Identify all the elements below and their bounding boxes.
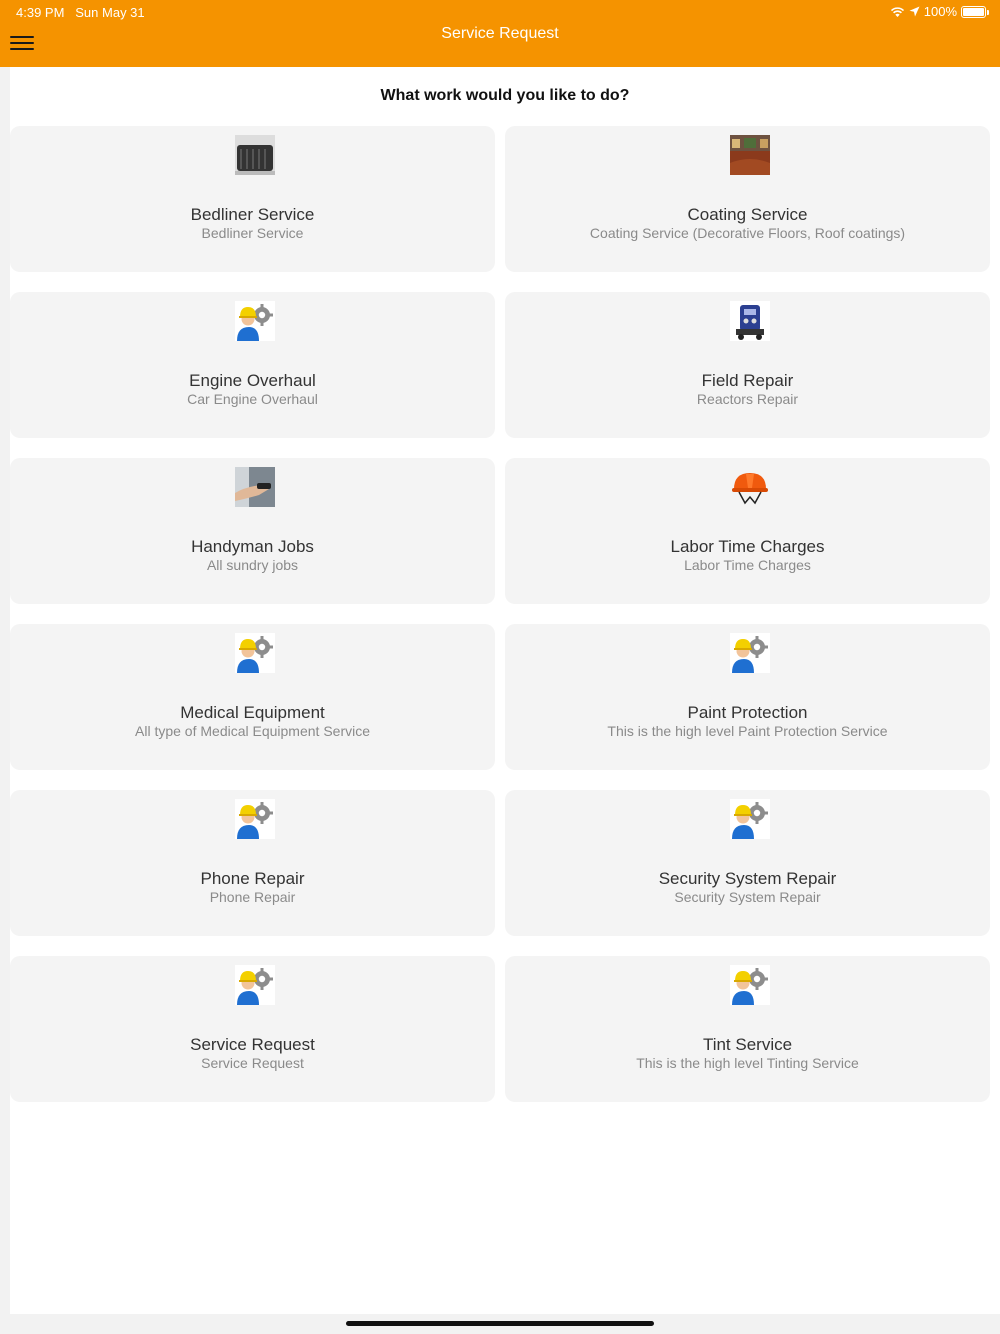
content-area bbox=[10, 67, 1000, 1314]
service-card[interactable] bbox=[505, 790, 990, 936]
service-name: Labor Time Charges bbox=[670, 537, 825, 556]
service-description: Phone Repair bbox=[209, 889, 296, 905]
hard-hat-icon bbox=[730, 467, 770, 507]
service-card[interactable] bbox=[10, 956, 495, 1102]
service-description: Coating Service (Decorative Floors, Roof coatings) bbox=[589, 225, 906, 241]
service-name: Paint Protection bbox=[687, 703, 808, 722]
service-card[interactable] bbox=[505, 292, 990, 438]
service-name: Tint Service bbox=[702, 1035, 793, 1054]
status-bar-right bbox=[890, 4, 986, 19]
worker-gear-icon bbox=[730, 799, 770, 839]
handyman-photo bbox=[235, 467, 275, 507]
service-description: Car Engine Overhaul bbox=[187, 391, 318, 407]
service-name: Medical Equipment bbox=[180, 703, 325, 722]
worker-gear-icon bbox=[235, 965, 275, 1005]
battery-nub bbox=[987, 10, 989, 15]
location-arrow-icon bbox=[909, 6, 920, 17]
service-name: Service Request bbox=[190, 1035, 315, 1054]
reactor-photo bbox=[730, 301, 770, 341]
service-card[interactable] bbox=[10, 624, 495, 770]
service-card[interactable] bbox=[505, 126, 990, 272]
question-heading: What work would you like to do? bbox=[380, 87, 630, 104]
status-time: 4:39 PM bbox=[16, 5, 65, 20]
service-description: Security System Repair bbox=[674, 889, 821, 905]
service-description: Bedliner Service bbox=[201, 225, 304, 241]
bedliner-photo bbox=[235, 135, 275, 175]
service-card[interactable] bbox=[505, 458, 990, 604]
worker-gear-icon bbox=[235, 799, 275, 839]
worker-gear-icon bbox=[730, 965, 770, 1005]
home-indicator[interactable] bbox=[346, 1321, 654, 1326]
service-card[interactable] bbox=[10, 126, 495, 272]
page-title: Service Request bbox=[441, 25, 559, 42]
service-name: Handyman Jobs bbox=[191, 537, 314, 556]
service-name: Bedliner Service bbox=[190, 205, 315, 224]
service-name: Security System Repair bbox=[658, 869, 837, 888]
app-header bbox=[0, 0, 1000, 67]
service-card[interactable] bbox=[10, 790, 495, 936]
worker-gear-icon bbox=[235, 301, 275, 341]
service-description: Service Request bbox=[201, 1055, 304, 1071]
status-bar-time bbox=[16, 5, 145, 20]
battery-level bbox=[963, 8, 984, 16]
wifi-icon bbox=[890, 6, 905, 18]
status-date: Sun May 31 bbox=[75, 5, 145, 20]
service-description: This is the high level Paint Protection Service bbox=[607, 723, 888, 739]
worker-gear-icon bbox=[235, 633, 275, 673]
worker-gear-icon bbox=[730, 633, 770, 673]
service-name: Engine Overhaul bbox=[189, 371, 316, 390]
service-name: Phone Repair bbox=[200, 869, 305, 888]
service-description: All type of Medical Equipment Service bbox=[135, 723, 370, 739]
battery-percent: 100% bbox=[923, 4, 957, 19]
service-card[interactable] bbox=[505, 956, 990, 1102]
service-card[interactable] bbox=[505, 624, 990, 770]
service-name: Field Repair bbox=[701, 371, 794, 390]
service-description: All sundry jobs bbox=[206, 557, 299, 573]
service-card[interactable] bbox=[10, 292, 495, 438]
service-name: Coating Service bbox=[687, 205, 808, 224]
service-description: This is the high level Tinting Service bbox=[636, 1055, 859, 1071]
battery-icon bbox=[961, 6, 986, 18]
service-card[interactable] bbox=[10, 458, 495, 604]
service-grid bbox=[10, 126, 990, 1102]
service-description: Reactors Repair bbox=[696, 391, 799, 407]
coating-photo bbox=[730, 135, 770, 175]
service-description: Labor Time Charges bbox=[684, 557, 811, 573]
